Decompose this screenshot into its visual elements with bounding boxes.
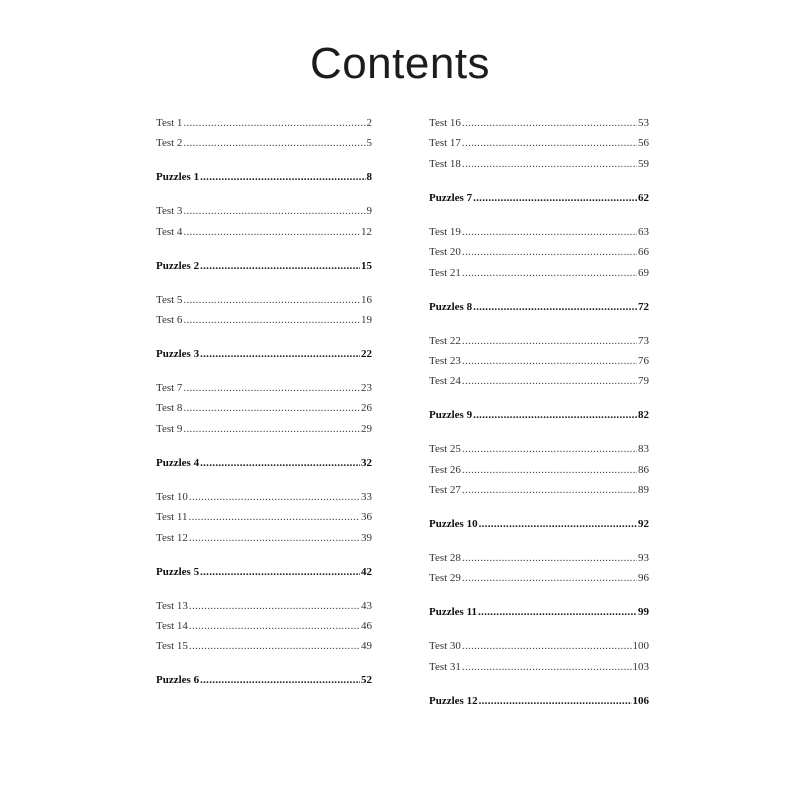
toc-label: Puzzles 9 [429,409,473,422]
toc-page-number: 56 [638,137,649,150]
spacer [429,317,649,331]
dot-leader [183,290,360,310]
toc-label: Test 7 [156,382,183,395]
toc-page-number: 59 [638,157,649,170]
toc-page-number: 82 [638,409,649,422]
toc-label: Test 19 [429,225,461,238]
toc-page-number: 103 [632,660,649,673]
toc-label: Test 6 [156,314,183,327]
toc-entry [156,133,372,153]
spacer [429,426,649,440]
toc-page-number: 52 [361,674,372,687]
toc-page-number: 83 [638,443,649,456]
toc-page-number: 46 [361,619,372,632]
spacer [429,711,649,725]
dot-leader [462,439,637,459]
toc-page-number: 23 [361,382,372,395]
toc-entry [156,616,372,636]
toc-entry [156,398,372,418]
toc-page-number: 72 [638,300,649,313]
toc-page-number: 100 [632,640,649,653]
toc-heading [429,297,649,317]
spacer [429,208,649,222]
dot-leader [462,242,637,262]
toc-label: Test 4 [156,225,183,238]
toc-heading [156,344,372,364]
toc-label: Puzzles 4 [156,456,200,469]
toc-page-number: 16 [361,293,372,306]
toc-label: Test 14 [156,619,188,632]
toc-heading [156,167,372,187]
toc-page-number: 93 [638,552,649,564]
dot-leader [462,222,637,242]
dot-leader [479,691,632,711]
toc-heading [429,691,649,711]
dot-leader [462,460,637,480]
toc-entry [429,657,649,677]
toc-label: Test 13 [156,599,188,612]
spacer [156,439,372,453]
toc-entry [429,222,649,242]
toc-heading [156,453,372,473]
spacer [156,188,372,202]
toc-heading [429,514,649,534]
toc-label: Test 30 [429,640,461,653]
toc-label: Test 10 [156,490,188,503]
toc-entry [429,480,649,500]
dot-leader [183,133,365,153]
toc-entry [429,263,649,283]
toc-label: Test 29 [429,572,461,585]
spacer [429,677,649,691]
dot-leader [189,616,360,636]
dot-leader [473,405,637,425]
dot-leader [462,351,637,371]
toc-heading [156,256,372,276]
spacer [156,473,372,487]
toc-page-number: 66 [638,246,649,259]
toc-label: Puzzles 11 [429,606,477,619]
dot-leader [183,310,360,330]
toc-page-number: 99 [638,606,649,619]
toc-page-number: 86 [638,463,649,476]
toc-page-number: 19 [361,314,372,327]
toc-entry [156,487,372,507]
toc-entry [429,113,649,133]
toc-page-number: 76 [638,354,649,367]
toc-entry [429,568,649,588]
toc-page-number: 32 [361,456,372,469]
toc-label: Puzzles 7 [429,191,473,204]
toc-entry [429,439,649,459]
toc-page-number: 5 [366,137,372,150]
spacer [429,534,649,548]
toc-label: Test 11 [156,511,188,524]
toc-entry [429,351,649,371]
spacer [429,283,649,297]
dot-leader [189,487,360,507]
toc-page-number: 22 [361,348,372,361]
spacer [429,589,649,603]
toc-label: Test 1 [156,117,183,129]
toc-label: Puzzles 8 [429,300,473,313]
toc-label: Test 2 [156,137,183,150]
toc-page-number: 15 [361,259,372,272]
toc-page-number: 63 [638,225,649,238]
dot-leader [462,263,637,283]
dot-leader [462,331,637,351]
dot-leader [200,670,360,690]
dot-leader [462,636,632,656]
toc-label: Test 5 [156,293,183,306]
toc-entry [429,460,649,480]
dot-leader [478,602,637,622]
toc-entry [156,378,372,398]
page-title: Contents [309,39,491,88]
toc-page-number: 43 [361,599,372,612]
spacer [429,500,649,514]
toc-label: Test 26 [429,463,461,476]
dot-leader [183,378,360,398]
toc-page-number: 33 [361,490,372,503]
toc-entry [156,528,372,548]
toc-label: Test 8 [156,402,183,415]
toc-label: Test 25 [429,443,461,456]
toc-heading [429,602,649,622]
dot-leader [462,480,637,500]
toc-page-number: 62 [638,191,649,204]
toc-label: Puzzles 3 [156,348,200,361]
dot-leader [200,256,360,276]
toc-label: Test 23 [429,354,461,367]
toc-page-number: 29 [361,422,372,435]
dot-leader [462,154,637,174]
toc-label: Puzzles 10 [429,518,478,531]
dot-leader [189,528,360,548]
dot-leader [462,113,637,133]
toc-page-number: 26 [361,402,372,415]
toc-entry [156,310,372,330]
toc-label: Test 16 [429,117,461,129]
dot-leader [462,133,637,153]
toc-page-number: 89 [638,484,649,497]
toc-label: Test 18 [429,157,461,170]
toc-heading [156,562,372,582]
toc-entry [156,290,372,310]
toc-page-number: 9 [366,205,372,218]
dot-leader [473,297,637,317]
toc-entry [429,154,649,174]
toc-label: Test 31 [429,660,461,673]
toc-label: Puzzles 6 [156,674,200,687]
toc-label: Test 27 [429,484,461,497]
dot-leader [462,568,637,588]
toc-entry [156,222,372,242]
spacer [156,154,372,168]
dot-leader [462,657,632,677]
dot-leader [183,398,360,418]
toc-label: Puzzles 2 [156,259,200,272]
spacer [429,174,649,188]
toc-page-number: 12 [361,225,372,238]
toc-entry [429,133,649,153]
toc-heading [156,670,372,690]
dot-leader [479,514,637,534]
toc-page-number: 79 [638,375,649,388]
toc-heading [429,188,649,208]
dot-leader [200,167,365,187]
toc-entry [156,596,372,616]
toc-entry [429,548,649,568]
toc-label: Test 15 [156,640,188,653]
toc-entry [429,242,649,262]
toc-label: Test 12 [156,531,188,544]
spacer [429,623,649,637]
toc-entry [429,331,649,351]
toc-label: Test 3 [156,205,183,218]
spacer [156,657,372,671]
spacer [429,392,649,406]
toc-label: Test 21 [429,266,461,279]
dot-leader [183,222,360,242]
toc-page-number: 8 [366,171,372,184]
toc-column-right [429,113,649,725]
dot-leader [183,419,360,439]
toc-heading [429,405,649,425]
dot-leader [189,507,360,527]
toc-entry [429,636,649,656]
toc-label: Test 28 [429,552,461,564]
dot-leader [183,113,365,133]
spacer [156,548,372,562]
toc-page-number: 53 [638,117,649,129]
toc-entry [156,636,372,656]
spacer [156,582,372,596]
toc-page-number: 106 [632,694,649,707]
toc-entry [156,419,372,439]
toc-page-number: 92 [638,518,649,531]
dot-leader [183,201,365,221]
toc-label: Test 22 [429,334,461,347]
toc-label: Puzzles 5 [156,565,200,578]
toc-page-number: 36 [361,511,372,524]
toc-page-number: 49 [361,640,372,653]
dot-leader [189,636,360,656]
toc-label: Puzzles 1 [156,171,200,184]
dot-leader [200,562,360,582]
spacer [156,276,372,290]
toc-page-number: 69 [638,266,649,279]
toc-page-number: 42 [361,565,372,578]
dot-leader [189,596,360,616]
spacer [156,331,372,345]
spacer [156,691,372,705]
toc-column-left [156,113,372,704]
toc-entry [156,507,372,527]
toc-page-number: 39 [361,531,372,544]
dot-leader [462,548,637,568]
toc-label: Test 9 [156,422,183,435]
toc-page-number: 96 [638,572,649,585]
dot-leader [462,371,637,391]
toc-label: Test 24 [429,375,461,388]
toc-entry [156,113,372,133]
toc-label: Test 17 [429,137,461,150]
toc-page-number: 73 [638,334,649,347]
toc-label: Puzzles 12 [429,694,478,707]
spacer [156,364,372,378]
toc-entry [429,371,649,391]
dot-leader [200,453,360,473]
dot-leader [473,188,637,208]
spacer [156,242,372,256]
toc-label: Test 20 [429,246,461,259]
toc-page-number: 2 [366,117,372,129]
toc-entry [156,201,372,221]
dot-leader [200,344,360,364]
